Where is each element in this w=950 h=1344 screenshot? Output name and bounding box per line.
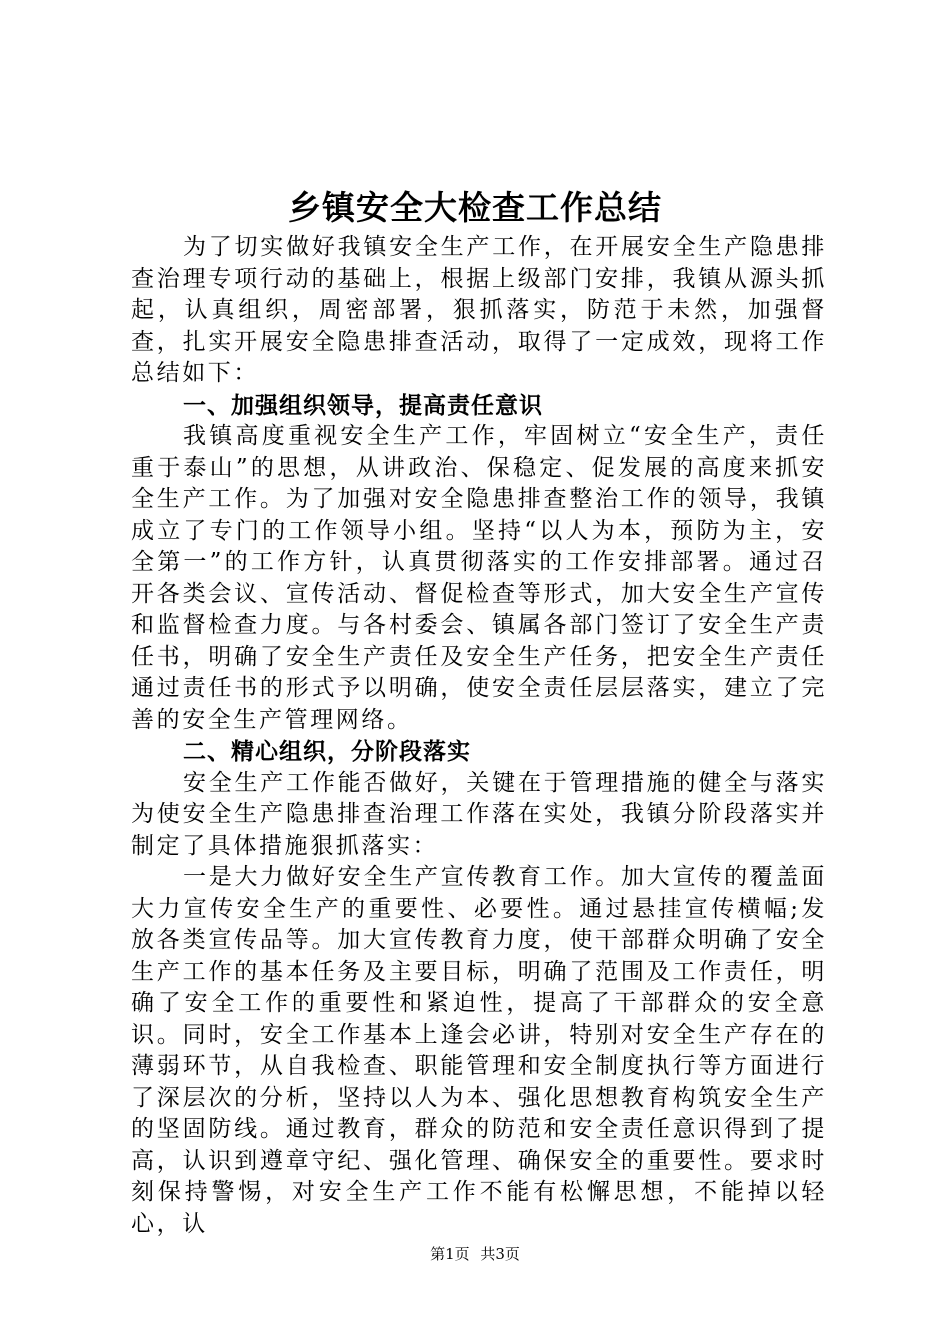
section-2-paragraph-2: 一是大力做好安全生产宣传教育工作。加大宣传的覆盖面大力宣传安全生产的重要性、必要性。通过悬挂宣传横幅;发放各类宣传品等。加大宣传教育力度，使干部群众明确了安全生产工作的基本任务及主要目标，明确了范围及工作责任，明确了安全工作的重要性和紧迫性，提高了干部群众的安全意识。同时，安全工作基本上逢会必讲，特别对安全生产存在的薄弱环节，从自我检查、职能管理和安全制度执行等方面进行了深层次的分析，坚持以人为本、强化思想教育构筑安全生产的坚固防线。通过教育，群众的防范和安全责任意识得到了提高，认识到遵章守纪、强化管理、确保安全的重要性。要求时刻保持警惕，对安全生产工作不能有松懈思想，不能掉以轻心，认 [131,864,827,1237]
document-body [131,232,827,1240]
section-1-paragraph: 我镇高度重视安全生产工作，牢固树立“安全生产，责任重于泰山”的思想，从讲政治、保稳定、促发展的高度来抓安全生产工作。为了加强对安全隐患排查整治工作的领导，我镇成立了专门的工作领导小组。坚持“以人为本，预防为主，安全第一”的工作方针，认真贯彻落实的工作安排部署。通过召开各类会议、宣传活动、督促检查等形式，加大安全生产宣传和监督检查力度。与各村委会、镇属各部门签订了安全生产责任书，明确了安全生产责任及安全生产任务，把安全生产责任通过责任书的形式予以明确，使安全责任层层落实，建立了完善的安全生产管理网络。 [131,423,827,733]
section-heading-1: 一、加强组织领导，提高责任意识 [183,391,543,419]
section-heading-2: 二、精心组织，分阶段落实 [183,738,471,765]
page-footer: 第1页 共3页 [430,1245,520,1263]
document-title: 乡镇安全大检查工作总结 [288,188,662,227]
section-2-paragraph-1: 安全生产工作能否做好，关键在于管理措施的健全与落实为使安全生产隐患排查治理工作落在实处，我镇分阶段落实并制定了具体措施狠抓落实： [131,769,827,859]
intro-paragraph: 为了切实做好我镇安全生产工作，在开展安全生产隐患排查治理专项行动的基础上，根据上级部门安排，我镇从源头抓起，认真组织，周密部署，狠抓落实，防范于未然，加强督查，扎实开展安全隐患排查活动，取得了一定成效，现将工作总结如下： [131,234,827,386]
